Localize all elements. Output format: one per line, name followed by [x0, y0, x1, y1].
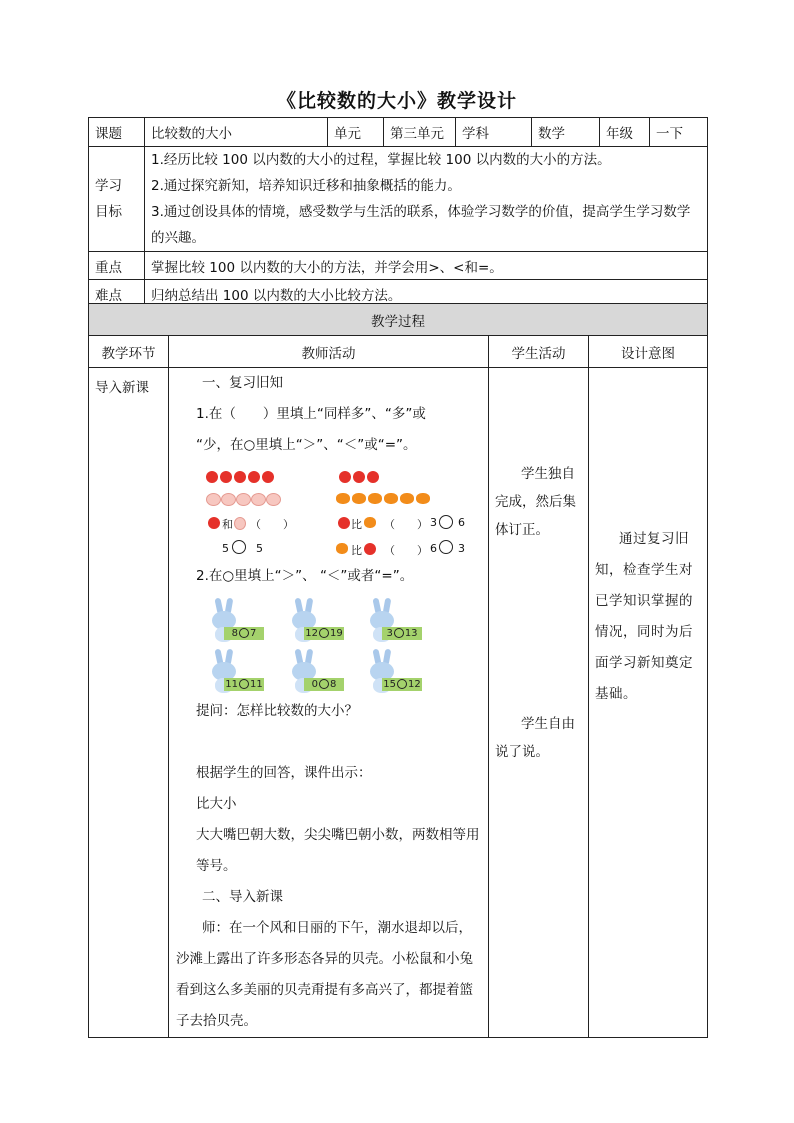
- blank-line: [176, 727, 484, 758]
- rabbit-item: [364, 649, 424, 695]
- rabbit-num-a: 3: [386, 628, 393, 639]
- design-intent: [589, 368, 708, 1038]
- compare-circle: [319, 679, 329, 689]
- apple-icon: [262, 471, 274, 483]
- student-activity-1: 学生独自完成，然后集体订正。: [495, 466, 576, 538]
- rabbit-item: [364, 598, 424, 644]
- apple-icon: [339, 471, 351, 483]
- topic-value: 比较数的大小: [145, 118, 328, 147]
- grade-value: 一下: [650, 118, 708, 147]
- teacher-activity: [169, 368, 489, 1038]
- goals-label: [89, 147, 145, 252]
- student-activity: [489, 368, 589, 1038]
- rabbit-item: [206, 598, 266, 644]
- fig-num: 6: [458, 516, 465, 529]
- fig-blank-1: （ ）: [250, 518, 294, 531]
- fig-num: 3: [430, 516, 437, 529]
- fig-num: 5: [222, 542, 229, 555]
- compare-circle: [232, 540, 246, 554]
- rabbit-num-b: 13: [404, 628, 418, 639]
- key-point-label: 重点: [89, 252, 145, 280]
- question-1-line-b: “少，在○里填上“＞”、“＜”或“=”。: [196, 437, 417, 453]
- subject-label: 学科: [456, 118, 532, 147]
- fig-he-label: 和: [222, 518, 233, 531]
- apple-icon: [234, 471, 246, 483]
- goal-item: 3.通过创设具体的情境，感受数学与生活的联系，体验学习数学的价值，提高学生学习数学的兴趣。: [151, 204, 691, 246]
- orange-icon: [416, 493, 430, 504]
- fig-num: 6: [430, 542, 437, 555]
- fig-bi-label-1: 比: [351, 518, 362, 531]
- stage-label: 导入新课: [89, 368, 169, 1038]
- apple-icon: [353, 471, 365, 483]
- peach-icon: [206, 493, 221, 506]
- compare-heading: 比大小: [196, 796, 237, 812]
- rabbit-num-b: 19: [330, 628, 343, 639]
- design-intent-text: 通过复习旧知，检查学生对已学知识掌握的情况，同时为后面学习新知奠定基础。: [595, 531, 693, 702]
- rabbit-compare-card: [382, 678, 422, 691]
- compare-circle: [439, 515, 453, 529]
- rabbit-compare-card: [224, 627, 264, 640]
- rabbit-compare-card: [382, 627, 422, 640]
- rabbit-num-b: 8: [330, 679, 337, 690]
- unit-value: 第三单元: [384, 118, 456, 147]
- compare-circle: [239, 679, 249, 689]
- rabbit-num-b: 7: [250, 628, 257, 639]
- fig-blank-3: （ ）: [384, 544, 428, 557]
- story-text: 师：在一个风和日丽的下午，潮水退却以后，沙滩上露出了许多形态各异的贝壳。小松鼠和小兔看到这么多美丽的贝壳甭提有多高兴了，都提着篮子去拾贝壳。: [176, 920, 473, 1029]
- header-student: 学生活动: [489, 336, 589, 368]
- compare-circle: [319, 628, 329, 638]
- key-point-text: 掌握比较 100 以内数的大小的方法，并学会用>、<和=。: [145, 252, 708, 280]
- apple-icon: [206, 471, 218, 483]
- goal-item: 2.通过探究新知，培养知识迁移和抽象概括的能力。: [151, 178, 461, 194]
- rabbit-num-a: 0: [311, 679, 318, 690]
- rabbit-item: [286, 649, 346, 695]
- peach-icon: [266, 493, 281, 506]
- header-intent: 设计意图: [589, 336, 708, 368]
- orange-icon: [368, 493, 382, 504]
- compare-circle: [394, 628, 404, 638]
- rabbit-compare-figure: [176, 592, 484, 696]
- fig-num: 5: [256, 542, 263, 555]
- goals-label-line1: 学习: [95, 178, 122, 194]
- goals-content: [145, 147, 708, 252]
- unit-label: 单元: [328, 118, 384, 147]
- peach-icon: [234, 517, 246, 530]
- rabbit-compare-card: [304, 627, 344, 640]
- orange-icon: [336, 543, 348, 554]
- apple-icon: [220, 471, 232, 483]
- question-ask: 提问：怎样比较数的大小？: [196, 703, 358, 719]
- rabbit-item: [206, 649, 266, 695]
- orange-icon: [352, 493, 366, 504]
- compare-circle: [439, 540, 453, 554]
- difficulty-label: 难点: [89, 280, 145, 308]
- orange-icon: [400, 493, 414, 504]
- fig-blank-2: （ ）: [384, 518, 428, 531]
- compare-circle: [239, 628, 249, 638]
- rabbit-compare-card: [224, 678, 264, 691]
- question-2: 2.在○里填上“＞”、 “＜”或者“=”。: [196, 568, 414, 584]
- header-stage: 教学环节: [89, 336, 169, 368]
- process-table: [88, 303, 708, 1038]
- orange-icon: [384, 493, 398, 504]
- rabbit-compare-card: [304, 678, 344, 691]
- section-heading-2: 二、导入新课: [202, 889, 283, 905]
- goal-item: 1.经历比较 100 以内数的大小的过程，掌握比较 100 以内数的大小的方法。: [151, 152, 611, 168]
- peach-icon: [221, 493, 236, 506]
- difficulty-text: 归纳总结出 100 以内数的大小比较方法。: [145, 280, 708, 308]
- apple-icon: [338, 517, 350, 529]
- peach-icon: [236, 493, 251, 506]
- orange-icon: [336, 493, 350, 504]
- document-title: 《比较数的大小》教学设计: [276, 90, 517, 112]
- rabbit-num-b: 11: [250, 679, 263, 690]
- info-table: [88, 117, 708, 308]
- orange-icon: [364, 517, 376, 528]
- rabbit-num-b: 12: [408, 679, 421, 690]
- student-activity-2: 学生自由说了说。: [495, 716, 575, 760]
- topic-label: 课题: [89, 118, 145, 147]
- peach-icon: [251, 493, 266, 506]
- question-1-line-a: 1.在（ ）里填上“同样多”、“多”或: [196, 406, 426, 422]
- compare-rule: 大大嘴巴朝大数，尖尖嘴巴朝小数，两数相等用等号。: [196, 827, 480, 874]
- process-band: 教学过程: [89, 304, 708, 336]
- compare-circle: [397, 679, 407, 689]
- fruit-comparison-figure: [176, 461, 484, 561]
- subject-value: 数学: [532, 118, 600, 147]
- rabbit-num-a: 8: [231, 628, 238, 639]
- fig-num: 3: [458, 542, 465, 555]
- header-teacher: 教师活动: [169, 336, 489, 368]
- apple-icon: [248, 471, 260, 483]
- rabbit-num-a: 15: [383, 679, 396, 690]
- rabbit-num-a: 12: [305, 628, 318, 639]
- goals-label-line2: 目标: [95, 204, 122, 220]
- fig-bi-label-2: 比: [351, 544, 362, 557]
- apple-icon: [364, 543, 376, 555]
- answer-intro: 根据学生的回答，课件出示：: [196, 765, 372, 781]
- grade-label: 年级: [600, 118, 650, 147]
- rabbit-item: [286, 598, 346, 644]
- section-heading: 一、复习旧知: [202, 375, 283, 391]
- apple-icon: [208, 517, 220, 529]
- apple-icon: [367, 471, 379, 483]
- rabbit-num-a: 11: [225, 679, 238, 690]
